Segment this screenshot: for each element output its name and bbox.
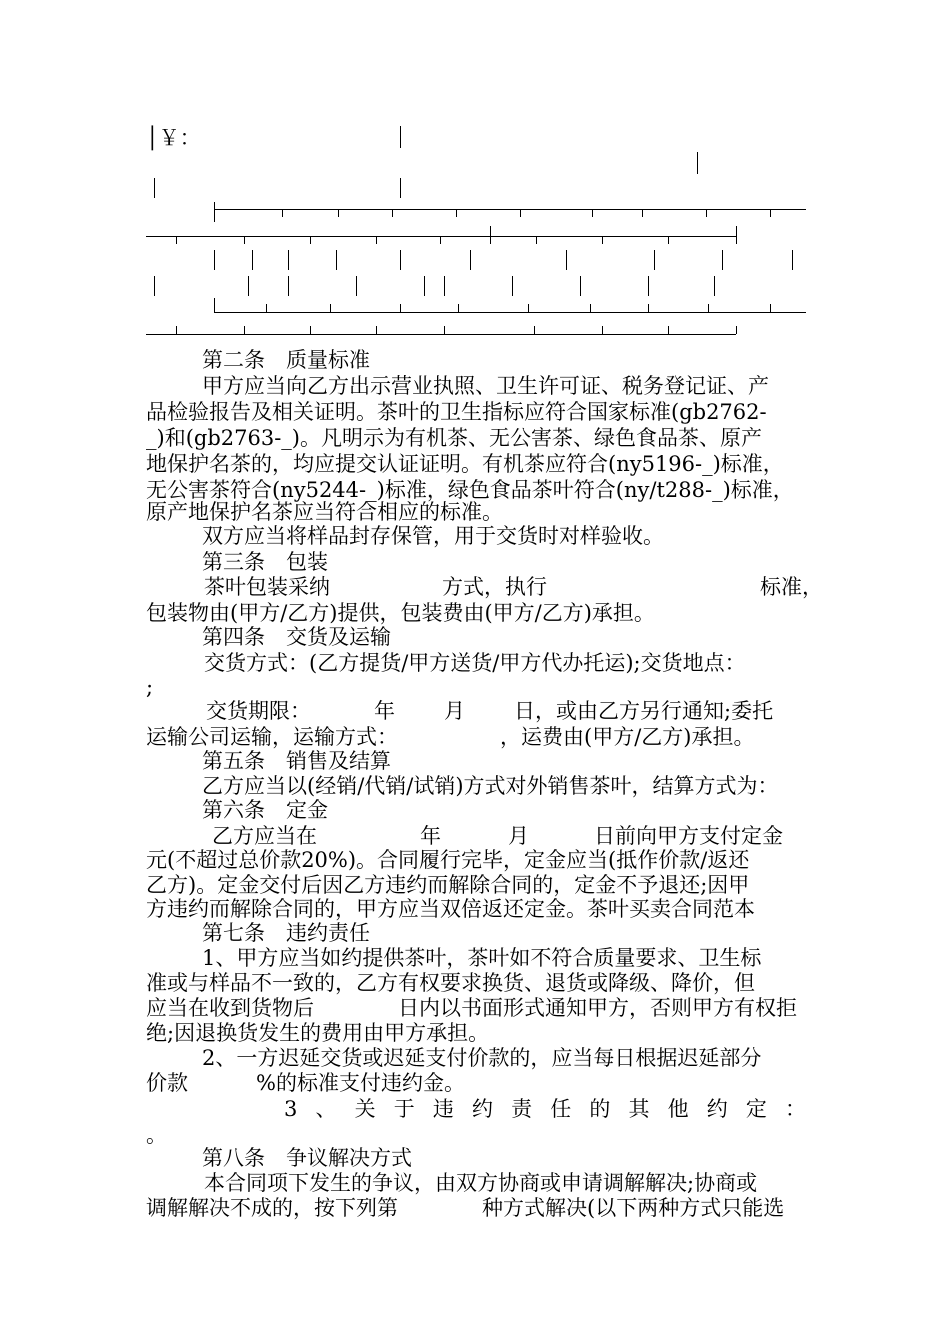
table-divider bbox=[490, 226, 491, 244]
paragraph-line: 运输公司运输，运输方式： bbox=[146, 725, 398, 749]
article-3-title: 第三条 包装 bbox=[202, 550, 328, 574]
table-tick bbox=[458, 304, 459, 312]
table-divider bbox=[580, 276, 581, 296]
table-divider bbox=[654, 250, 655, 270]
paragraph-line: 交货期限： bbox=[206, 699, 311, 723]
paragraph-line: 包装物由(甲方/乙方)提供，包装费由(甲方/乙方)承担。 bbox=[146, 601, 655, 625]
table-divider bbox=[512, 276, 513, 296]
table-divider bbox=[214, 298, 215, 312]
spread-char: 违 bbox=[432, 1097, 454, 1121]
paragraph-line: 品检验报告及相关证明。茶叶的卫生指标应符合国家标准(gb2762- bbox=[146, 400, 767, 424]
table-divider bbox=[400, 250, 401, 270]
article-7-title: 第七条 违约责任 bbox=[202, 921, 370, 945]
table-tick bbox=[520, 209, 521, 217]
spread-char: 约 bbox=[472, 1097, 493, 1121]
spread-char: 他 bbox=[667, 1097, 689, 1121]
paragraph-line: 双方应当将样品封存保管，用于交货时对样验收。 bbox=[202, 524, 664, 548]
table-divider bbox=[470, 250, 471, 270]
paragraph-line: _)和(gb2763-_)。凡明示为有机茶、无公害茶、绿色食品茶、原产 bbox=[146, 426, 763, 450]
table-divider bbox=[714, 276, 715, 296]
table-tick bbox=[444, 326, 445, 334]
paragraph-line: 甲方应当向乙方出示营业执照、卫生许可证、税务登记证、产 bbox=[202, 374, 769, 398]
table-divider bbox=[792, 250, 793, 270]
spread-char: 、 bbox=[315, 1097, 337, 1121]
table-tick bbox=[736, 326, 737, 334]
spread-char: 其 bbox=[628, 1097, 650, 1121]
spread-char: 任 bbox=[550, 1097, 572, 1121]
table-tick bbox=[534, 326, 535, 334]
table-tick bbox=[602, 326, 603, 334]
paragraph-line: 月 bbox=[444, 699, 465, 723]
spread-char: 3 bbox=[284, 1097, 298, 1121]
table-tick bbox=[400, 304, 401, 312]
table-tick bbox=[338, 209, 339, 217]
paragraph-line: 种方式解决(以下两种方式只能选 bbox=[482, 1196, 785, 1220]
paragraph-line: 月 bbox=[508, 824, 529, 848]
table-tick bbox=[528, 304, 529, 312]
paragraph-line: 准或与样品不一致的，乙方有权要求换货、退货或降级、降价，但 bbox=[146, 971, 755, 995]
paragraph-line: 乙方)。定金交付后因乙方违约而解除合同的，定金不予退还;因甲 bbox=[146, 873, 750, 897]
table-rule bbox=[146, 334, 736, 335]
table-divider bbox=[214, 250, 215, 270]
table-tick bbox=[592, 209, 593, 217]
article-6-title: 第六条 定金 bbox=[202, 798, 328, 822]
paragraph-line: 价款 bbox=[146, 1071, 188, 1095]
table-divider bbox=[252, 250, 253, 270]
paragraph-line: 2、一方迟延交货或迟延支付价款的，应当每日根据迟延部分 bbox=[202, 1046, 762, 1070]
table-divider bbox=[288, 276, 289, 296]
paragraph-line: 日，或由乙方另行通知;委托 bbox=[514, 699, 774, 723]
paragraph-line: 乙方应当以(经销/代销/试销)方式对外销售茶叶，结算方式为： bbox=[202, 774, 779, 798]
table-tick bbox=[648, 304, 649, 312]
table-tick bbox=[176, 236, 177, 244]
table-divider bbox=[356, 276, 357, 296]
table-rule bbox=[214, 209, 806, 210]
spread-char: 约 bbox=[706, 1097, 728, 1121]
spread-char: 的 bbox=[589, 1097, 611, 1121]
table-divider bbox=[400, 126, 401, 148]
table-tick bbox=[310, 326, 311, 334]
paragraph-line: 年 bbox=[420, 824, 441, 848]
paragraph-line: 地保护名茶的，均应提交认证证明。有机茶应符合(ny5196-_)标准， bbox=[146, 452, 784, 476]
paragraph-line: 本合同项下发生的争议，由双方协商或申请调解解决;协商或 bbox=[204, 1171, 758, 1195]
table-tick bbox=[770, 304, 771, 312]
table-divider bbox=[424, 276, 425, 296]
table-divider bbox=[400, 178, 401, 198]
table-tick bbox=[642, 209, 643, 217]
table-tick bbox=[456, 209, 457, 217]
paragraph-line: %的标准支付违约金。 bbox=[256, 1071, 465, 1095]
table-tick bbox=[330, 304, 331, 312]
spread-char: 定 bbox=[745, 1097, 767, 1121]
table-divider bbox=[336, 250, 337, 270]
table-tick bbox=[706, 209, 707, 217]
table-tick bbox=[668, 236, 669, 244]
table-tick bbox=[266, 304, 267, 312]
table-tick bbox=[376, 236, 377, 244]
table-tick bbox=[244, 326, 245, 334]
paragraph-line: 无公害茶符合(ny5244-_)标准，绿色食品茶叶符合(ny/t288-_)标准， bbox=[146, 478, 794, 502]
article-8-title: 第八条 争议解决方式 bbox=[202, 1146, 412, 1170]
article-4-title: 第四条 交货及运输 bbox=[202, 625, 391, 649]
paragraph-line: 方式，执行 bbox=[442, 575, 547, 599]
yen-label: │￥： bbox=[146, 126, 201, 150]
table-tick bbox=[376, 326, 377, 334]
table-divider bbox=[736, 226, 737, 244]
table-tick bbox=[392, 209, 393, 217]
paragraph-line: 年 bbox=[374, 699, 395, 723]
paragraph-line: 原产地保护名茶应当符合相应的标准。 bbox=[146, 500, 503, 524]
table-divider bbox=[154, 276, 155, 296]
table-tick bbox=[770, 209, 771, 217]
paragraph-line: 1、甲方应当如约提供茶叶，茶叶如不符合质量要求、卫生标 bbox=[202, 946, 762, 970]
table-tick bbox=[244, 236, 245, 244]
table-divider bbox=[697, 152, 698, 174]
spread-char: ： bbox=[785, 1097, 806, 1121]
table-divider bbox=[154, 178, 155, 198]
table-divider bbox=[214, 202, 215, 222]
table-divider bbox=[566, 250, 567, 270]
spread-line bbox=[284, 1096, 806, 1122]
table-divider bbox=[722, 250, 723, 270]
table-tick bbox=[310, 236, 311, 244]
table-tick bbox=[602, 236, 603, 244]
paragraph-line: 方违约而解除合同的，甲方应当双倍返还定金。茶叶买卖合同范本 bbox=[146, 897, 755, 921]
table-rule bbox=[214, 312, 806, 313]
spread-char: 关 bbox=[354, 1097, 376, 1121]
paragraph-line: 标准， bbox=[760, 575, 823, 599]
paragraph-line: 调解解决不成的，按下列第 bbox=[146, 1196, 398, 1220]
article-2-title: 第二条 质量标准 bbox=[202, 348, 370, 372]
table-divider bbox=[288, 250, 289, 270]
paragraph-line: 应当在收到货物后 bbox=[146, 996, 314, 1020]
paragraph-line: ; bbox=[146, 675, 154, 699]
table-tick bbox=[536, 236, 537, 244]
table-tick bbox=[708, 304, 709, 312]
paragraph-line: 交货方式：(乙方提货/甲方送货/甲方代办托运);交货地点： bbox=[204, 651, 746, 675]
spread-char: 责 bbox=[511, 1097, 533, 1121]
spread-char: 于 bbox=[393, 1097, 415, 1121]
table-rule bbox=[146, 236, 736, 237]
table-tick bbox=[590, 304, 591, 312]
paragraph-line: 乙方应当在 bbox=[212, 824, 317, 848]
paragraph-line: 元(不超过总价款20%)。合同履行完毕，定金应当(抵作价款/返还 bbox=[146, 848, 750, 872]
paragraph-line: 。 bbox=[146, 1123, 167, 1147]
article-5-title: 第五条 销售及结算 bbox=[202, 749, 391, 773]
paragraph-line: 绝;因退换货发生的费用由甲方承担。 bbox=[146, 1021, 490, 1045]
table-tick bbox=[176, 326, 177, 334]
table-divider bbox=[648, 276, 649, 296]
paragraph-line: 日内以书面形式通知甲方，否则甲方有权拒 bbox=[398, 996, 797, 1020]
table-tick bbox=[440, 236, 441, 244]
paragraph-line: 日前向甲方支付定金 bbox=[594, 824, 783, 848]
table-divider bbox=[248, 276, 249, 296]
table-tick bbox=[282, 209, 283, 217]
paragraph-line: 茶叶包装采纳 bbox=[204, 575, 330, 599]
paragraph-line: ，运费由(甲方/乙方)承担。 bbox=[500, 725, 755, 749]
table-tick bbox=[668, 326, 669, 334]
table-divider bbox=[444, 276, 445, 296]
